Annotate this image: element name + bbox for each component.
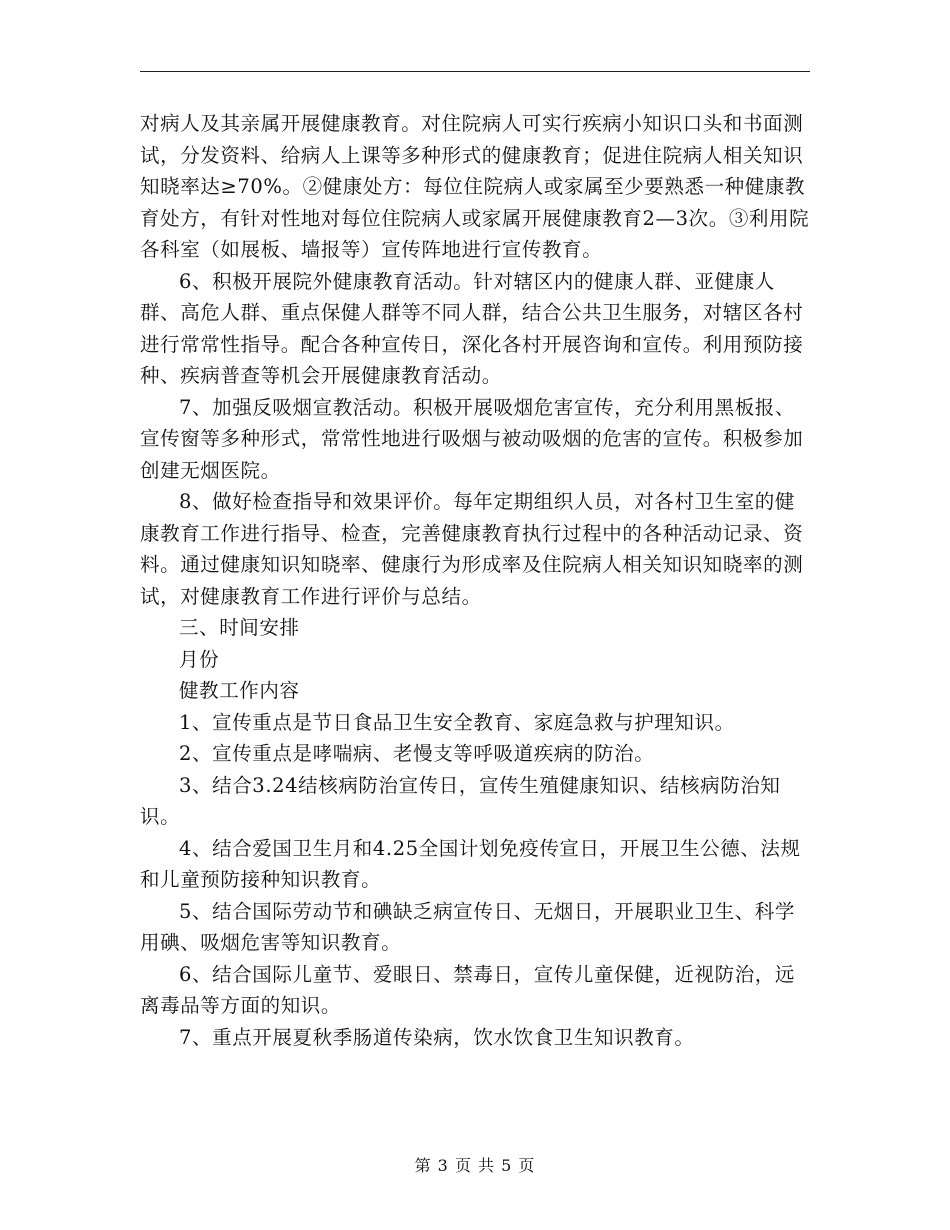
schedule-item-6: 6、结合国际儿童节、爱眼日、禁毒日，宣传儿童保健，近视防治，远离毒品等方面的知识。	[140, 962, 796, 1017]
page-number: 第 3 页 共 5 页	[414, 1156, 536, 1175]
paragraph-continuation: 对病人及其亲属开展健康教育。对住院病人可实行疾病小知识口头和书面测试，分发资料、给病人上课等多种形式的健康教育；促进住院病人相关知识知晓率达≥70%。②健康处方：每位住院病人或家属至少要熟悉一种健康教育处方，有针对性地对每位住院病人或家属开展健康教育2—3次。③利用院各科室（如展板、墙报等）宣传阵地进行宣传教育。	[140, 112, 810, 261]
page-footer	[0, 1153, 950, 1176]
schedule-item-7: 7、重点开展夏秋季肠道传染病，饮水饮食卫生知识教育。	[179, 1025, 695, 1049]
schedule-item-3: 3、结合3.24结核病防治宣传日，宣传生殖健康知识、结核病防治知识。	[140, 773, 781, 828]
schedule-item-1: 1、宣传重点是节日食品卫生安全教育、家庭急救与护理知识。	[179, 710, 735, 734]
table-header-content: 健教工作内容	[179, 679, 300, 702]
section-heading-schedule: 三、时间安排	[179, 616, 300, 639]
paragraph-item-6: 6、积极开展院外健康教育活动。针对辖区内的健康人群、亚健康人群、高危人群、重点保健人群等不同人群，结合公共卫生服务，对辖区各村进行常常性指导。配合各种宣传日，深化各村开展咨询和宣传。利用预防接种、疾病普查等机会开展健康教育活动。	[140, 269, 804, 387]
schedule-item-4: 4、结合爱国卫生月和4.25全国计划免疫传宣日，开展卫生公德、法规和儿童预防接种知识教育。	[140, 836, 801, 891]
document-body	[140, 108, 812, 1053]
schedule-item-5: 5、结合国际劳动节和碘缺乏病宣传日、无烟日，开展职业卫生、科学用碘、吸烟危害等知识教育。	[140, 899, 796, 954]
header-rule	[140, 71, 810, 72]
paragraph-item-7: 7、加强反吸烟宣教活动。积极开展吸烟危害宣传，充分利用黑板报、宣传窗等多种形式，常常性地进行吸烟与被动吸烟的危害的宣传。积极参加创建无烟医院。	[140, 395, 804, 482]
table-header-month: 月份	[179, 647, 220, 671]
paragraph-item-8: 8、做好检查指导和效果评价。每年定期组织人员，对各村卫生室的健康教育工作进行指导、检查，完善健康教育执行过程中的各种活动记录、资料。通过健康知识知晓率、健康行为形成率及住院病人相关知识知晓率的测试，对健康教育工作进行评价与总结。	[140, 490, 804, 608]
schedule-item-2: 2、宣传重点是哮喘病、老慢支等呼吸道疾病的防治。	[179, 742, 655, 765]
